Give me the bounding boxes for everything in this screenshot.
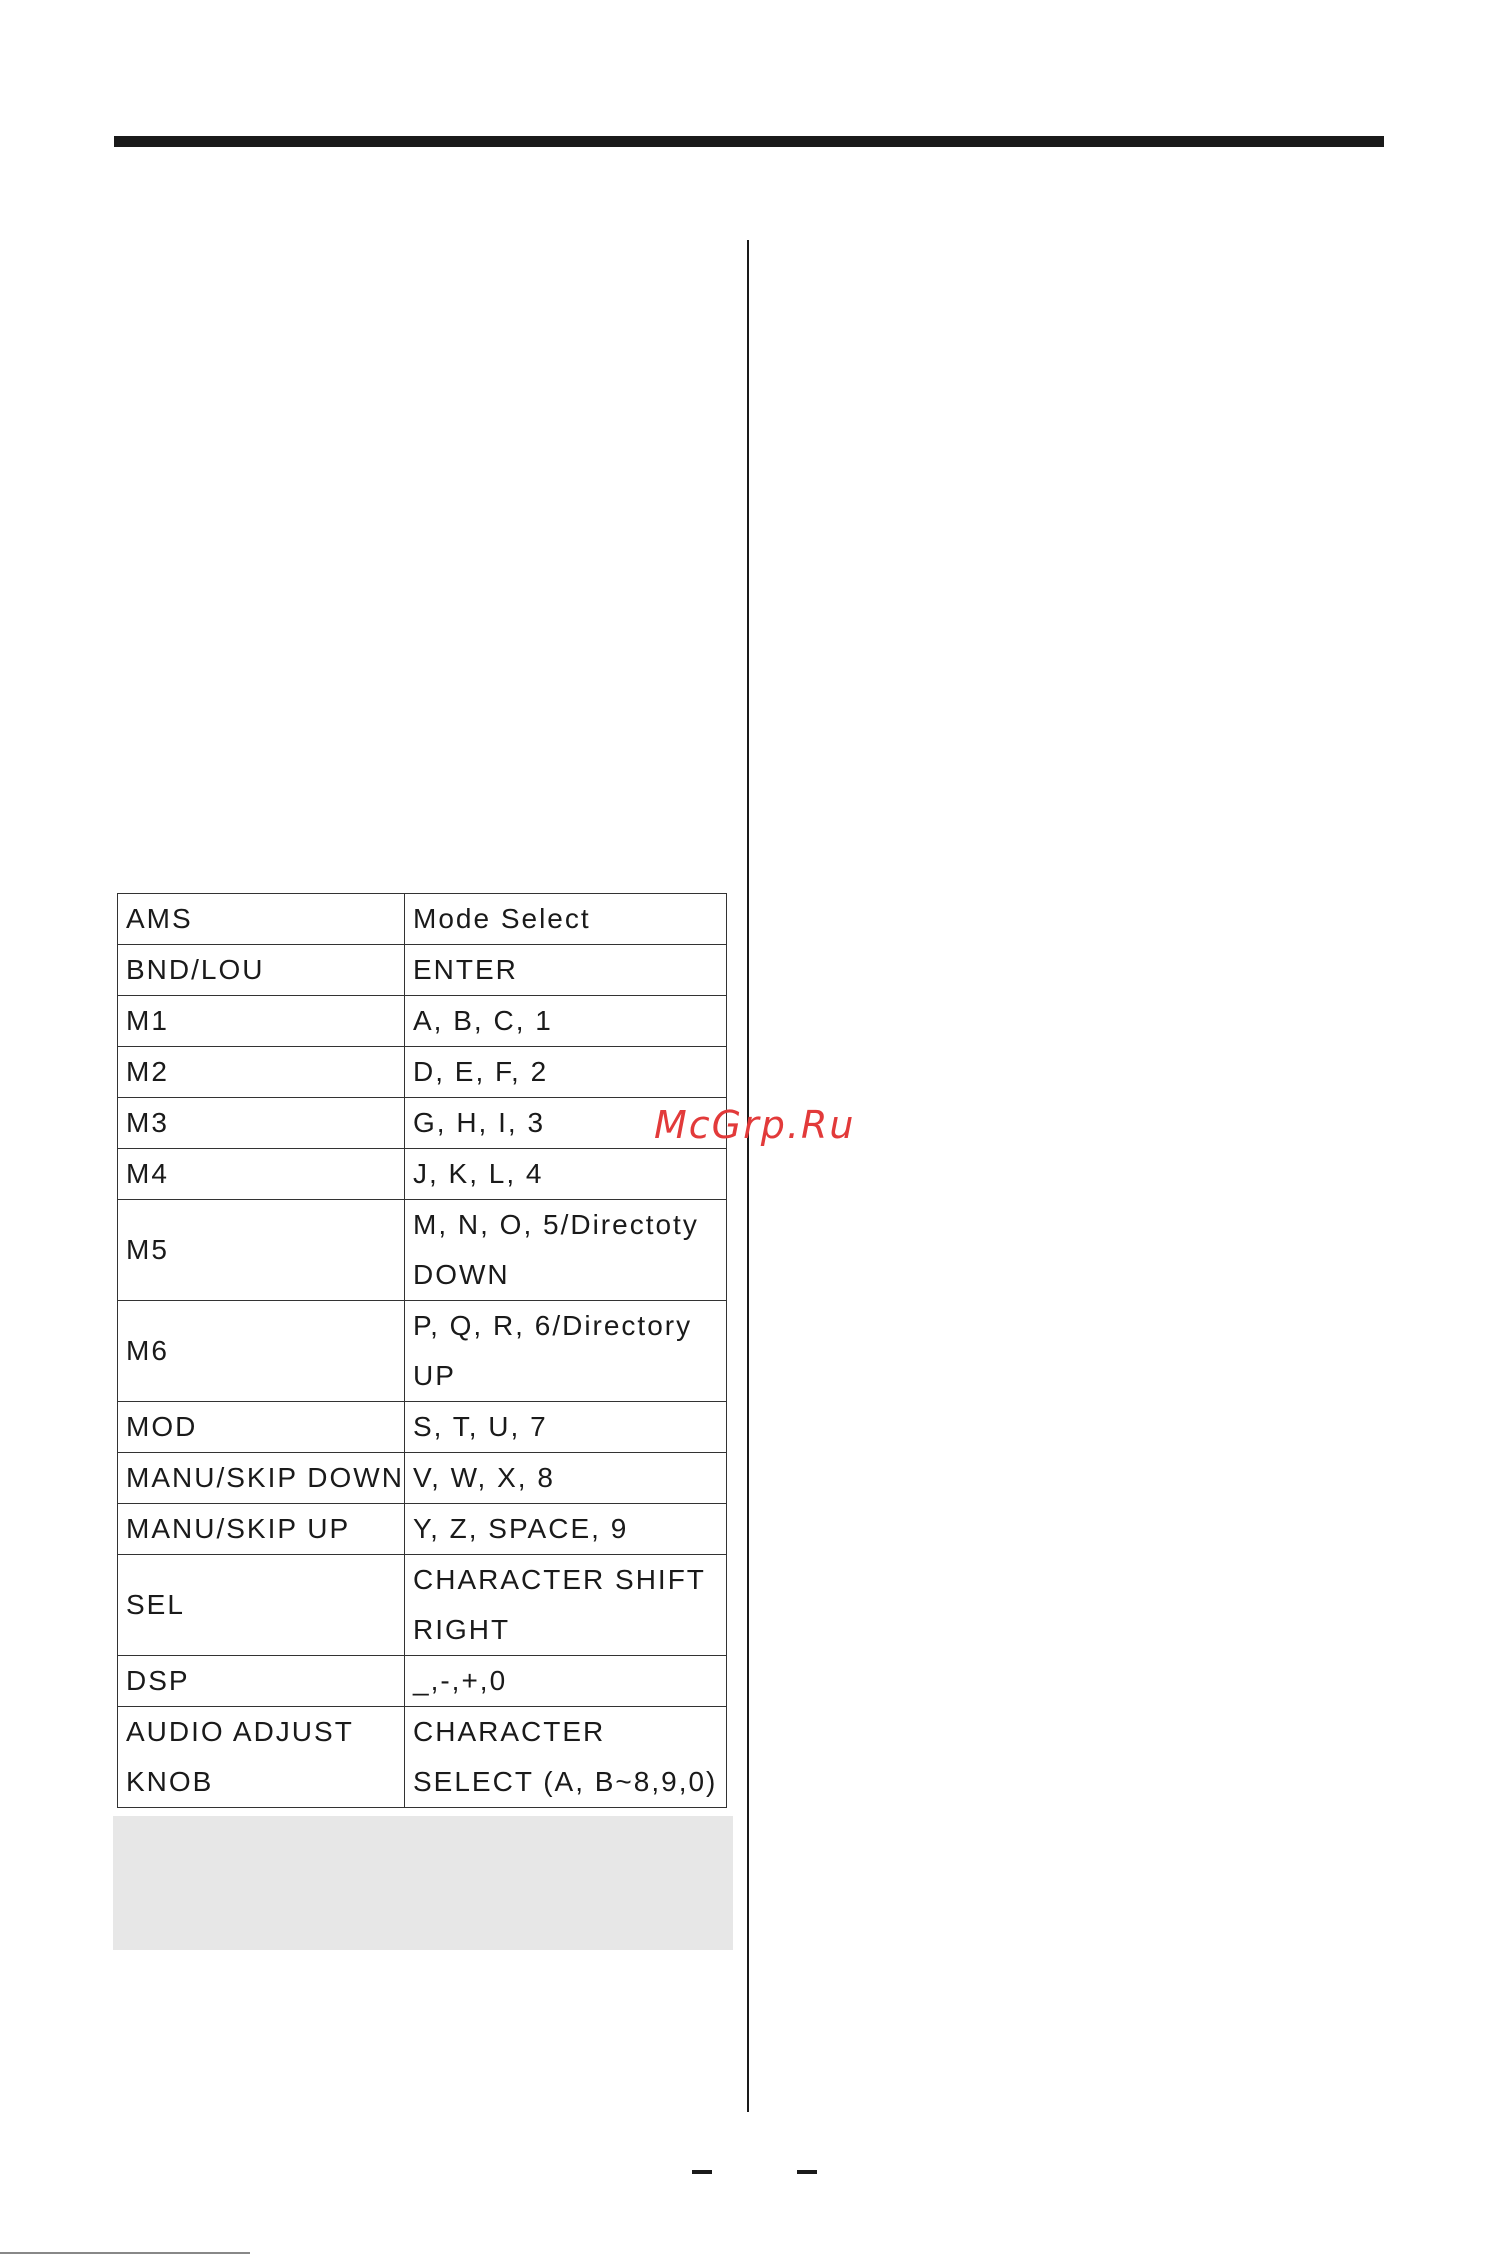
note-panel — [113, 1816, 733, 1950]
key-cell: MANU/SKIP DOWN — [118, 1453, 405, 1504]
table-row — [118, 1098, 727, 1149]
function-cell: A, B, C, 1 — [405, 996, 727, 1047]
table-row — [118, 1301, 727, 1402]
page-number-dash-left — [692, 2170, 712, 2174]
key-cell: M3 — [118, 1098, 405, 1149]
function-cell: S, T, U, 7 — [405, 1402, 727, 1453]
table-row — [118, 1504, 727, 1555]
key-cell: M6 — [118, 1301, 405, 1402]
table-row — [118, 1200, 727, 1301]
function-cell: CHARACTER SHIFT RIGHT — [405, 1555, 727, 1656]
table-row — [118, 1707, 727, 1808]
function-cell: CHARACTER SELECT (A, B~8,9,0) — [405, 1707, 727, 1808]
watermark: McGrp.Ru — [654, 1103, 856, 1147]
page-number-dash-right — [797, 2170, 817, 2174]
function-cell: J, K, L, 4 — [405, 1149, 727, 1200]
key-cell: DSP — [118, 1656, 405, 1707]
top-rule — [114, 136, 1384, 147]
key-cell: MANU/SKIP UP — [118, 1504, 405, 1555]
key-cell: M1 — [118, 996, 405, 1047]
function-cell: _,-,+,0 — [405, 1656, 727, 1707]
table-row — [118, 996, 727, 1047]
table-row — [118, 1402, 727, 1453]
key-cell: M4 — [118, 1149, 405, 1200]
column-divider — [747, 240, 749, 2112]
table-row — [118, 1149, 727, 1200]
table-row — [118, 1047, 727, 1098]
key-cell: M2 — [118, 1047, 405, 1098]
table-row — [118, 1453, 727, 1504]
function-cell: M, N, O, 5/Directoty DOWN — [405, 1200, 727, 1301]
function-cell: V, W, X, 8 — [405, 1453, 727, 1504]
table-row — [118, 945, 727, 996]
function-cell: Mode Select — [405, 894, 727, 945]
key-cell: AMS — [118, 894, 405, 945]
table-row — [118, 1555, 727, 1656]
bottom-edge-rule — [0, 2252, 250, 2254]
table-row — [118, 894, 727, 945]
function-cell: G, H, I, 3 — [405, 1098, 727, 1149]
function-cell: Y, Z, SPACE, 9 — [405, 1504, 727, 1555]
function-cell: D, E, F, 2 — [405, 1047, 727, 1098]
key-cell: MOD — [118, 1402, 405, 1453]
key-cell: AUDIO ADJUST KNOB — [118, 1707, 405, 1808]
table-row — [118, 1656, 727, 1707]
key-function-table — [117, 893, 727, 1808]
function-cell: ENTER — [405, 945, 727, 996]
function-cell: P, Q, R, 6/Directory UP — [405, 1301, 727, 1402]
key-cell: BND/LOU — [118, 945, 405, 996]
key-cell: SEL — [118, 1555, 405, 1656]
key-cell: M5 — [118, 1200, 405, 1301]
